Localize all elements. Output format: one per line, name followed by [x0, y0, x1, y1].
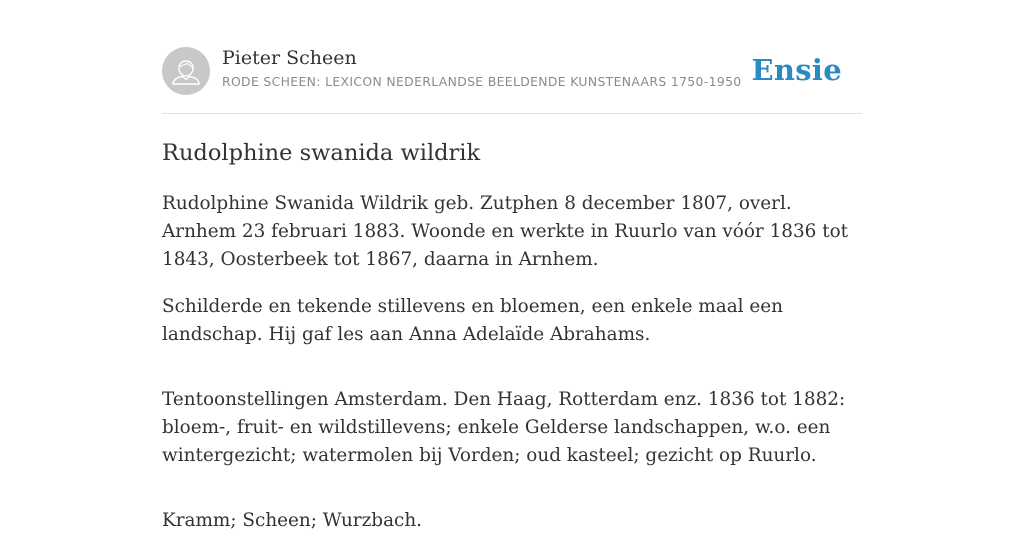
paragraph-sources: Kramm; Scheen; Wurzbach.: [162, 510, 423, 531]
article-header: [162, 47, 862, 114]
author-name[interactable]: Pieter Scheen: [222, 47, 357, 69]
paragraph-work: Schilderde en tekende stillevens en bloemen, een enkele maal een landschap. Hij gaf les aan Anna Adelaïde Abrahams.: [162, 296, 784, 345]
source-title[interactable]: RODE SCHEEN: LEXICON NEDERLANDSE BEELDENDE KUNSTENAARS 1750-1950: [222, 74, 742, 89]
article-title: Rudolphine swanida wildrik: [162, 140, 481, 166]
user-silhouette-icon: [162, 47, 210, 95]
ensie-logo[interactable]: Ensie: [751, 53, 842, 87]
article-body: [162, 190, 862, 554]
author-avatar[interactable]: [162, 47, 210, 95]
paragraph-exhibitions: Tentoonstellingen Amsterdam. Den Haag, Rotterdam enz. 1836 tot 1882: bloem-, fruit- en wildstillevens; enkele Gelderse landschappen, w.o. een wintergezicht; watermolen bij Vorden; oud kasteel; gezicht op Ruurlo.: [162, 389, 846, 466]
paragraph-biography: Rudolphine Swanida Wildrik geb. Zutphen 8 december 1807, overl. Arnhem 23 februari 1883. Woonde en werkte in Ruurlo van vóór 1836 tot 1843, Oosterbeek tot 1867, daarna in Arnhem.: [162, 193, 849, 270]
